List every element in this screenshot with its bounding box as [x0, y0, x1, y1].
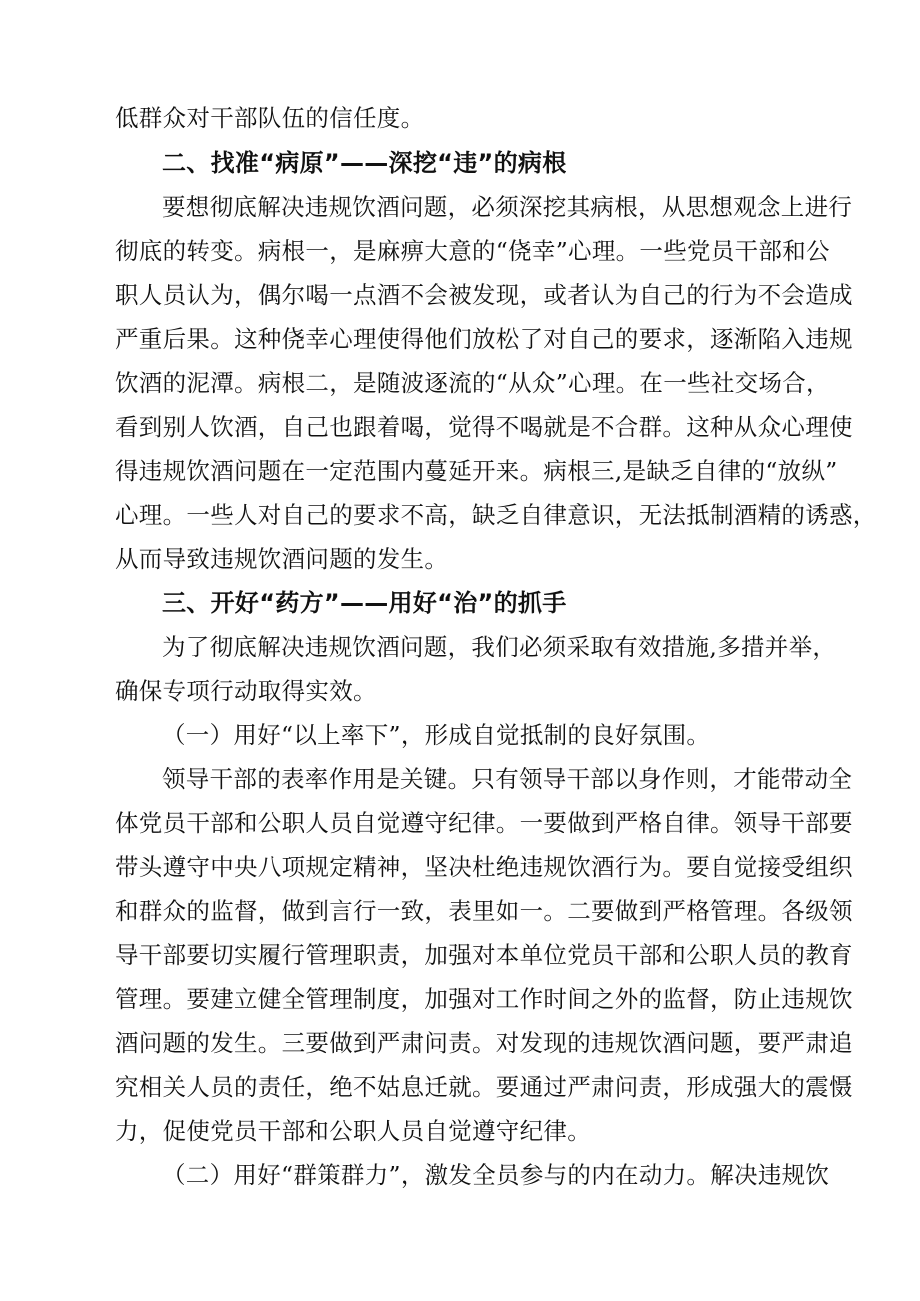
paragraph-line: 为了彻底解决违规饮酒问题，我们必须采取有效措施,多措并举， — [162, 633, 837, 661]
paragraph-line: 要想彻底解决违规饮酒问题，必须深挖其病根，从思想观念上进行 — [162, 193, 853, 221]
paragraph-line: 从而导致违规饮酒问题的发生。 — [115, 545, 449, 573]
paragraph-line: 酒问题的发生。三要做到严肃问责。对发现的违规饮酒问题，要严肃追 — [115, 1029, 853, 1057]
paragraph-line: 彻底的转变。病根一，是麻痹大意的“侥幸”心理。一些党员干部和公 — [115, 237, 830, 265]
paragraph-line: 看到别人饮酒，自己也跟着喝，觉得不喝就是不合群。这种从众心理使 — [115, 413, 853, 441]
paragraph-line: 导干部要切实履行管理职责，加强对本单位党员干部和公职人员的教育 — [115, 941, 853, 969]
paragraph-line: 低群众对干部队伍的信任度。 — [115, 104, 425, 132]
paragraph-line: 严重后果。这种侥幸心理使得他们放松了对自己的要求，逐渐陷入违规 — [115, 325, 853, 353]
section-heading-2: 二、找准“病原”——深挖“违”的病根 — [162, 149, 567, 177]
paragraph-line: 饮酒的泥潭。病根二，是随波逐流的“从众”心理。在一些社交场合， — [115, 369, 830, 397]
subsection-heading-2: （二）用好“群策群力”，激发全员参与的内在动力。解决违规饮 — [162, 1161, 830, 1189]
paragraph-line: 心理。一些人对自己的要求不高，缺乏自律意识，无法抵制酒精的诱惑， — [115, 501, 877, 529]
paragraph-line: 确保专项行动取得实效。 — [115, 677, 377, 705]
paragraph-line: 和群众的监督，做到言行一致，表里如一。二要做到严格管理。各级领 — [115, 897, 853, 925]
subsection-heading-1: （一）用好“以上率下”，形成自觉抵制的良好氛围。 — [162, 721, 711, 749]
paragraph-line: 带头遵守中央八项规定精神，坚决杜绝违规饮酒行为。要自觉接受组织 — [115, 853, 853, 881]
paragraph-line: 体党员干部和公职人员自觉遵守纪律。一要做到严格自律。领导干部要 — [115, 809, 853, 837]
paragraph-line: 究相关人员的责任，绝不姑息迁就。要通过严肃问责，形成强大的震慑 — [115, 1073, 853, 1101]
paragraph-line: 力，促使党员干部和公职人员自觉遵守纪律。 — [115, 1117, 591, 1145]
paragraph-line: 职人员认为，偶尔喝一点酒不会被发现，或者认为自己的行为不会造成 — [115, 281, 853, 309]
section-heading-3: 三、开好“药方”——用好“治”的抓手 — [162, 589, 567, 617]
paragraph-line: 得违规饮酒问题在一定范围内蔓延开来。病根三,是缺乏自律的“放纵” — [115, 457, 838, 485]
paragraph-line: 管理。要建立健全管理制度，加强对工作时间之外的监督，防止违规饮 — [115, 985, 853, 1013]
paragraph-line: 领导干部的表率作用是关键。只有领导干部以身作则，才能带动全 — [162, 765, 853, 793]
